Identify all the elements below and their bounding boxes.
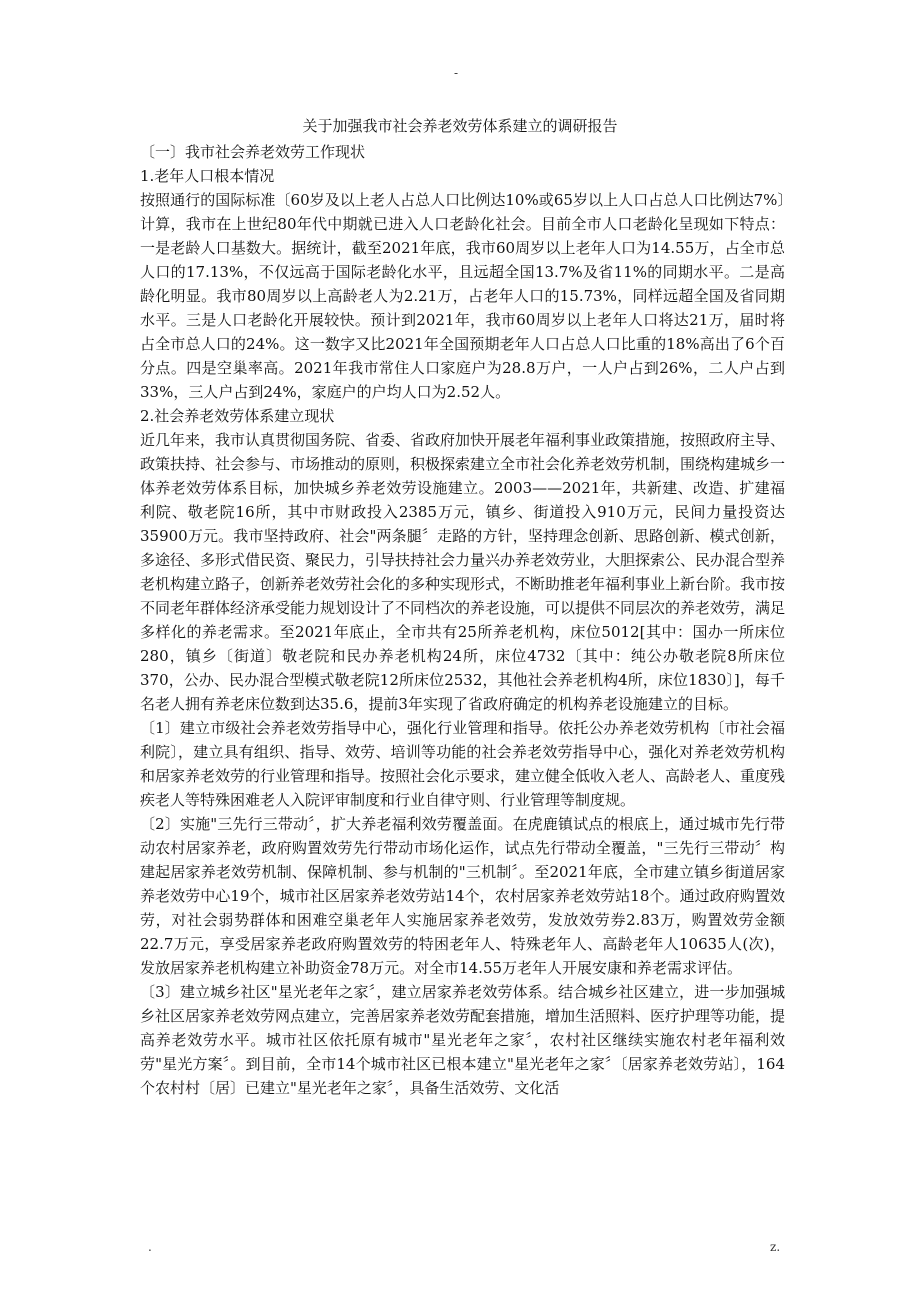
- header-mark: -: [454, 66, 459, 80]
- subsection-heading: 2.社会养老效劳体系建立现状: [140, 407, 335, 425]
- body-paragraph: 近几年来，我市认真贯彻国务院、省委、省政府加快开展老年福利事业政策措施，按照政府主导、政策扶持、社会参与、市场推动的原则，积极探索建立全市社会化养老效劳机制，围绕构建城乡一体养老效劳体系目标，加快城乡养老效劳设施建立。2003——2021年，共新建、改造、扩建福利院、敬老院16所，其中市财政投入2385万元，镇乡、街道投入910万元，民间力量投资达35900万元。我市坚持政府、社会"两条腿〞走路的方针，坚持理念创新、思路创新、模式创新，多途径、多形式借民资、聚民力，引导扶持社会力量兴办养老效劳业，大胆探索公、民办混合型养老机构建立路子，创新养老效劳社会化的多种实现形式，不断助推老年福利事业上新台阶。我市按不同老年群体经济承受能力规划设计了不同档次的养老设施，可以提供不同层次的养老效劳，满足多样化的养老需求。至2021年底止，全市共有25所养老机构，床位5012[其中：国办一所床位280，镇乡〔街道〕敬老院和民办养老机构24所，床位4732〔其中：纯公办敬老院8所床位370，公办、民办混合型模式敬老院12所床位2532，其他社会养老机构4所，床位1830〕]，每千名老人拥有养老床位数到达35.6，提前3年实现了省政府确定的机构养老设施建立的目标。: [140, 431, 786, 713]
- body-paragraph: 〔3〕建立城乡社区"星光老年之家〞，建立居家养老效劳体系。结合城乡社区建立，进一步加强城乡社区居家养老效劳网点建立，完善居家养老效劳配套措施，增加生活照料、医疗护理等功能，提高养老效劳水平。城市社区依托原有城市"星光老年之家〞，农村社区继续实施农村老年福利效劳"星光方案〞。到目前，全市14个城市社区已根本建立"星光老年之家〞〔居家养老效劳站〕，164个农村村〔居〕已建立"星光老年之家〞，具备生活效劳、文化活: [140, 983, 786, 1097]
- body-paragraph: 〔1〕建立市级社会养老效劳指导中心，强化行业管理和指导。依托公办养老效劳机构〔市社会福利院〕，建立具有组织、指导、效劳、培训等功能的社会养老效劳指导中心，强化对养老效劳机构和居家养老效劳的行业管理和指导。按照社会化示要求，建立健全低收入老人、高龄老人、重度残疾老人等特殊困难老人入院评审制度和行业自律守则、行业管理等制度规。: [140, 719, 786, 809]
- footer-right-mark: z.: [770, 1240, 781, 1254]
- footer-left-mark: .: [148, 1240, 152, 1254]
- body-paragraph: 〔2〕实施"三先行三带动〞，扩大养老福利效劳覆盖面。在虎鹿镇试点的根底上，通过城市先行带动农村居家养老，政府购置效劳先行带动市场化运作，试点先行带动全覆盖，"三先行三带动〞构建起居家养老效劳机制、保障机制、参与机制的"三机制〞。至2021年底，全市建立镇乡街道居家养老效劳中心19个，城市社区居家养老效劳站14个，农村居家养老效劳站18个。通过政府购置效劳，对社会弱势群体和困难空巢老年人实施居家养老效劳，发放效劳券2.83万，购置效劳金额22.7万元，享受居家养老政府购置效劳的特困老年人、特殊老年人、高龄老年人10635人(次)，发放居家养老机构建立补助资金78万元。对全市14.55万老年人开展安康和养老需求评估。: [140, 815, 785, 977]
- section-heading: 〔一〕我市社会养老效劳工作现状: [140, 143, 366, 161]
- subsection-heading: 1.老年人口根本情况: [140, 167, 275, 185]
- document-body: [140, 140, 785, 1100]
- document-title: 关于加强我市社会养老效劳体系建立的调研报告: [302, 117, 618, 135]
- body-paragraph: 按照通行的国际标准〔60岁及以上老人占总人口比例达10%或65岁以上人口占总人口比例达7%〕计算，我市在上世纪80年代中期就已进入人口老龄化社会。目前全市人口老龄化呈现如下特点：一是老龄人口基数大。据统计，截至2021年底，我市60周岁以上老年人口为14.55万，占全市总人口的17.13%，不仅远高于国际老龄化水平，且远超全国13.7%及省11%的同期水平。二是高龄化明显。我市80周岁以上高龄老人为2.21万，占老年人口的15.73%，同样远超全国及省同期水平。三是人口老龄化开展较快。预计到2021年，我市60周岁以上老年人口将达21万，届时将占全市总人口的24%。这一数字又比2021年全国预期老年人口占总人口比重的18%高出了6个百分点。四是空巢率高。2021年我市常住人口家庭户为28.8万户，一人户占到26%，二人户占到33%，三人户占到24%，家庭户的户均人口为2.52人。: [140, 191, 785, 401]
